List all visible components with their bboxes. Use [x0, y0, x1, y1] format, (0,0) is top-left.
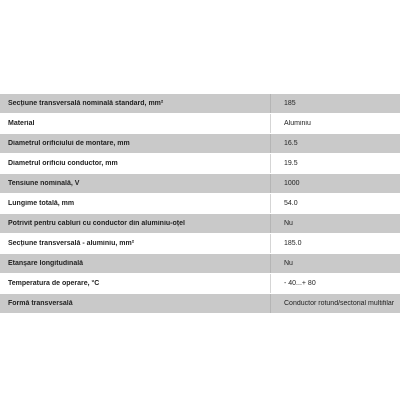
spec-value: Nu	[284, 260, 293, 267]
spec-row	[0, 294, 400, 314]
spec-value: 1000	[284, 180, 300, 187]
spec-row	[0, 154, 400, 174]
spec-value: Aluminiu	[284, 120, 311, 127]
spec-label: Lungime totală, mm	[8, 200, 75, 207]
spec-row	[0, 174, 400, 194]
spec-value: 185.0	[284, 240, 302, 247]
spec-row	[0, 254, 400, 274]
spec-value: Nu	[284, 220, 293, 227]
spec-value: Conductor rotund/sectorial multifilar	[284, 300, 395, 307]
spec-row	[0, 134, 400, 154]
spec-label: Potrivit pentru cabluri cu conductor din aluminiu-oțel	[8, 220, 185, 227]
spec-row	[0, 194, 400, 214]
spec-label: Temperatura de operare, °C	[8, 280, 100, 287]
spec-label: Diametrul orificiului de montare, mm	[8, 140, 130, 147]
spec-row	[0, 214, 400, 234]
spec-value: - 40...+ 80	[284, 280, 316, 287]
spec-row	[0, 114, 400, 134]
spec-row	[0, 234, 400, 254]
spec-value: 16.5	[284, 140, 298, 147]
spec-row	[0, 94, 400, 114]
spec-label: Etanșare longitudinală	[8, 260, 84, 267]
spec-label: Secțiune transversală - aluminiu, mm²	[8, 240, 135, 247]
spec-row	[0, 274, 400, 294]
spec-value: 19.5	[284, 160, 298, 167]
spec-label: Diametrul orificiu conductor, mm	[8, 160, 118, 167]
spec-label: Secțiune transversală nominală standard, mm²	[8, 100, 164, 107]
spec-table	[0, 94, 400, 314]
spec-value: 54.0	[284, 200, 298, 207]
spec-label: Tensiune nominală, V	[8, 180, 80, 187]
spec-value: 185	[284, 100, 296, 107]
spec-label: Material	[8, 120, 35, 127]
spec-label: Formă transversală	[8, 300, 73, 307]
